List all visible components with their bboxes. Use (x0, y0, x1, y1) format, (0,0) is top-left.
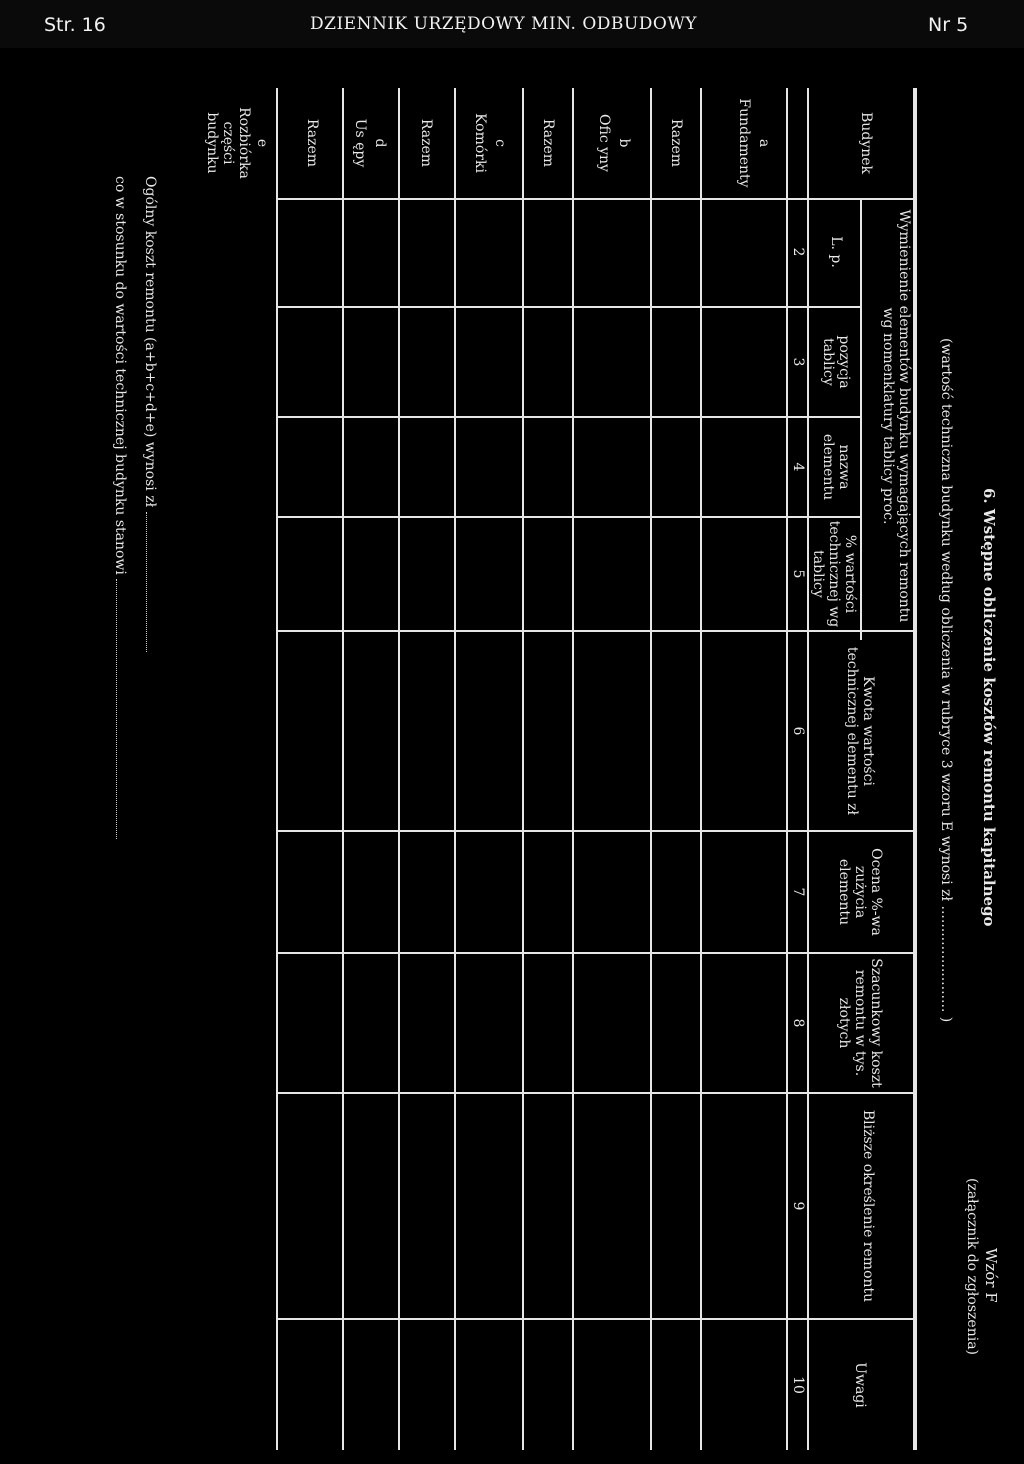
col-divider-1 (276, 198, 916, 200)
header-nazwa: nazwa elementu (820, 433, 852, 501)
row-razem-3: Razem (418, 118, 434, 168)
footer-ratio-dots (116, 579, 127, 839)
header-ocena: Ocena %-wa zużycia elementu (836, 848, 884, 936)
col-divider-9 (276, 1318, 916, 1320)
header-bottom-rule (807, 88, 809, 1450)
technical-value-note: (wartość techniczna budynku według obliczenia w rubryce 3 wzoru E wynosi zł ........................ ) (938, 338, 954, 1023)
row-razem-2: Razem (540, 118, 556, 168)
col-divider-6 (276, 830, 916, 832)
row-e-letter: e (254, 138, 270, 148)
header-pozycja: pozycja tablicy (820, 335, 852, 389)
colnum-2: 2 (790, 247, 806, 257)
colnum-4: 4 (790, 462, 806, 472)
row-c-letter: c (492, 139, 508, 147)
row-d-label: Us ępy (352, 118, 368, 168)
footer-total-text: Ogólny koszt remontu (a+b+c+d+e) wynosi zł (142, 176, 158, 508)
table-top-rule-2 (913, 88, 915, 1450)
row-rule-7 (342, 88, 344, 1450)
section-title: 6. Wstępne obliczenie kosztów remontu kapitalnego (980, 488, 998, 927)
colnum-3: 3 (790, 357, 806, 367)
form-template-label: Wzór F (982, 1248, 1000, 1303)
colnum-7: 7 (790, 887, 806, 897)
header-uwagi: Uwagi (852, 1362, 868, 1408)
row-e-label: Rozbiórka części budynku (204, 107, 252, 179)
colnum-5: 5 (790, 569, 806, 579)
col-divider-7 (276, 952, 916, 954)
col-divider-3 (276, 416, 862, 418)
footer-ratio-line (112, 176, 128, 839)
header-lp: L. p. (828, 236, 844, 268)
row-d-letter: d (372, 138, 388, 148)
footer-total-line (142, 176, 158, 652)
header-kwota: Kwota wartości technicznej elementu zł (844, 646, 876, 816)
row-a-letter: a (756, 138, 772, 148)
colnum-9: 9 (790, 1201, 806, 1211)
row-a-label: Fundamenty (736, 98, 752, 188)
row-rule-4 (522, 88, 524, 1450)
col-divider-4 (276, 516, 862, 518)
attachment-note: (załącznik do zgłoszenia) (964, 1178, 980, 1356)
issue-number: Nr 5 (928, 14, 969, 36)
header-elements-group: Wymienienie elementów budynku wymagających remontu wg nomenklatury tablicy proc. (880, 209, 912, 623)
table-bottom-rule (276, 88, 278, 1450)
footer-ratio-text: co w stosunku do wartości technicznej budynku stanowi (112, 176, 128, 575)
row-rule-1 (700, 88, 702, 1450)
header-blizsze: Bliższe określenie remontu (860, 1109, 876, 1303)
colnum-10: 10 (790, 1376, 806, 1394)
col-divider-2 (276, 306, 862, 308)
elements-group-rule (860, 198, 862, 640)
row-rule-2 (650, 88, 652, 1450)
journal-title: DZIENNIK URZĘDOWY MIN. ODBUDOWY (310, 14, 698, 34)
table-top-rule (915, 88, 917, 1450)
row-c-label: Komórki (472, 113, 488, 173)
column-numbers-rule (786, 88, 788, 1450)
row-razem-1: Razem (668, 118, 684, 168)
row-b-label: Ofic yny (596, 114, 612, 172)
colnum-8: 8 (790, 1018, 806, 1028)
row-rule-3 (572, 88, 574, 1450)
row-b-letter: b (616, 138, 632, 148)
row-rule-6 (398, 88, 400, 1450)
colnum-6: 6 (790, 726, 806, 736)
header-szacunkowy: Szacunkowy koszt remontu w tys. złotych (836, 958, 884, 1088)
footer-total-dots (146, 512, 157, 652)
header-budynek: Budynek (858, 112, 874, 174)
page-header (0, 0, 1024, 48)
form-content (0, 48, 1024, 1464)
rotated-form-page (0, 48, 1024, 1464)
row-razem-4: Razem (304, 118, 320, 168)
col-divider-5 (276, 630, 916, 632)
header-procent: % wartości technicznej wg tablicy (810, 520, 858, 628)
row-rule-5 (454, 88, 456, 1450)
page-number: Str. 16 (44, 14, 106, 36)
col-divider-8 (276, 1092, 916, 1094)
